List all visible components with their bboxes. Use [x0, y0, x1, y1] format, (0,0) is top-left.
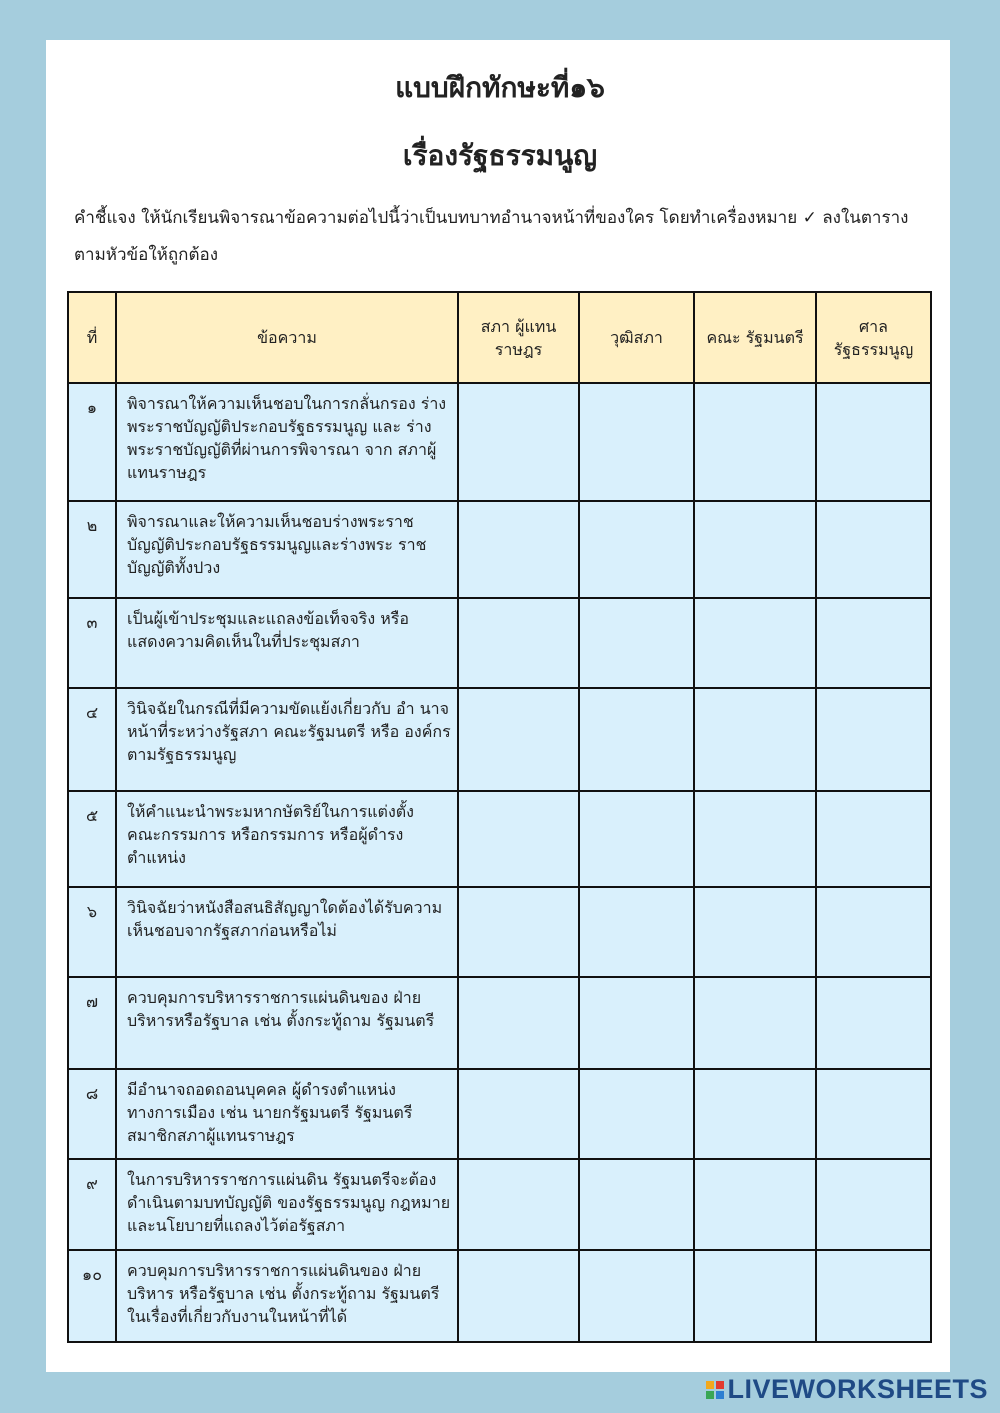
- row-statement: พิจารณาให้ความเห็นชอบในการกลั่นกรอง ร่างพระราชบัญญัติประกอบรัฐธรรมนูญ และ ร่างพระราชบัญญัติที่ผ่านการพิจารณา จาก สภาผู้แทนราษฎร: [116, 383, 458, 501]
- check-cell-senate[interactable]: [579, 688, 694, 791]
- table-row: [68, 887, 931, 977]
- row-statement: ควบคุมการบริหารราชการแผ่นดินของ ฝ่าย บริหาร หรือรัฐบาล เช่น ตั้งกระทู้ถาม รัฐมนตรีในเรื่องที่เกี่ยวกับงานในหน้าที่ได้: [116, 1250, 458, 1342]
- check-cell-cabinet[interactable]: [694, 887, 816, 977]
- check-cell-constitutional-court[interactable]: [816, 501, 931, 598]
- row-statement: เป็นผู้เข้าประชุมและแถลงข้อเท็จจริง หรือ แสดงความคิดเห็นในที่ประชุมสภา: [116, 598, 458, 688]
- header-cabinet: คณะ รัฐมนตรี: [694, 292, 816, 383]
- table-row: [68, 688, 931, 791]
- logo-square: [716, 1381, 724, 1389]
- check-cell-senate[interactable]: [579, 383, 694, 501]
- check-cell-house-of-representatives[interactable]: [458, 791, 579, 887]
- row-number: ๖: [68, 887, 116, 977]
- check-cell-cabinet[interactable]: [694, 977, 816, 1069]
- check-cell-senate[interactable]: [579, 977, 694, 1069]
- worksheet-page: [46, 40, 950, 1372]
- check-cell-senate[interactable]: [579, 598, 694, 688]
- header-statement: ข้อความ: [116, 292, 458, 383]
- table-row: [68, 791, 931, 887]
- check-cell-senate[interactable]: [579, 501, 694, 598]
- logo-text: LIVEWORKSHEETS: [727, 1374, 988, 1404]
- check-cell-house-of-representatives[interactable]: [458, 688, 579, 791]
- header-constitutional-court: ศาล รัฐธรรมนูญ: [816, 292, 931, 383]
- check-cell-constitutional-court[interactable]: [816, 791, 931, 887]
- row-number: ๘: [68, 1069, 116, 1159]
- check-cell-cabinet[interactable]: [694, 383, 816, 501]
- check-cell-constitutional-court[interactable]: [816, 383, 931, 501]
- check-cell-house-of-representatives[interactable]: [458, 1069, 579, 1159]
- table-row: [68, 598, 931, 688]
- check-cell-constitutional-court[interactable]: [816, 1069, 931, 1159]
- row-statement: วินิจฉัยในกรณีที่มีความขัดแย้งเกี่ยวกับ อำ นาจหน้าที่ระหว่างรัฐสภา คณะรัฐมนตรี หรือ องค์กรตามรัฐธรรมนูญ: [116, 688, 458, 791]
- check-cell-constitutional-court[interactable]: [816, 977, 931, 1069]
- check-cell-constitutional-court[interactable]: [816, 887, 931, 977]
- table-row: [68, 1159, 931, 1250]
- row-statement: ให้คำแนะนำพระมหากษัตริย์ในการแต่งตั้ง คณะกรรมการ หรือกรรมการ หรือผู้ดำรง ตำแหน่ง: [116, 791, 458, 887]
- header-house-of-representatives: สภา ผู้แทนราษฎร: [458, 292, 579, 383]
- check-cell-senate[interactable]: [579, 1159, 694, 1250]
- check-cell-house-of-representatives[interactable]: [458, 501, 579, 598]
- row-number: ๑๐: [68, 1250, 116, 1342]
- check-cell-constitutional-court[interactable]: [816, 1250, 931, 1342]
- header-no: ที่: [68, 292, 116, 383]
- check-cell-senate[interactable]: [579, 1069, 694, 1159]
- row-number: ๑: [68, 383, 116, 501]
- check-cell-cabinet[interactable]: [694, 501, 816, 598]
- row-number: ๙: [68, 1159, 116, 1250]
- logo-icon: [706, 1381, 724, 1399]
- check-cell-house-of-representatives[interactable]: [458, 383, 579, 501]
- row-number: ๕: [68, 791, 116, 887]
- logo-square: [706, 1391, 714, 1399]
- check-cell-constitutional-court[interactable]: [816, 1159, 931, 1250]
- check-cell-cabinet[interactable]: [694, 791, 816, 887]
- row-statement: ควบคุมการบริหารราชการแผ่นดินของ ฝ่าย บริหารหรือรัฐบาล เช่น ตั้งกระทู้ถาม รัฐมนตรี: [116, 977, 458, 1069]
- check-cell-cabinet[interactable]: [694, 598, 816, 688]
- check-cell-house-of-representatives[interactable]: [458, 887, 579, 977]
- check-cell-senate[interactable]: [579, 887, 694, 977]
- check-cell-cabinet[interactable]: [694, 688, 816, 791]
- table-header-row: [68, 292, 931, 383]
- logo-square: [706, 1381, 714, 1389]
- row-statement: ในการบริหารราชการแผ่นดิน รัฐมนตรีจะต้อง ดำเนินตามบทบัญญัติ ของรัฐธรรมนูญ กฎหมายและนโยบายที่แถลงไว้ต่อรัฐสภา: [116, 1159, 458, 1250]
- table-row: [68, 977, 931, 1069]
- check-cell-constitutional-court[interactable]: [816, 688, 931, 791]
- row-statement: วินิจฉัยว่าหนังสือสนธิสัญญาใดต้องได้รับความ เห็นชอบจากรัฐสภาก่อนหรือไม่: [116, 887, 458, 977]
- logo-square: [716, 1391, 724, 1399]
- liveworksheets-logo: [706, 1374, 988, 1405]
- row-statement: พิจารณาและให้ความเห็นชอบร่างพระราช บัญญัติประกอบรัฐธรรมนูญและร่างพระ ราช บัญญัติทั้งปวง: [116, 501, 458, 598]
- check-cell-senate[interactable]: [579, 791, 694, 887]
- check-cell-house-of-representatives[interactable]: [458, 598, 579, 688]
- check-cell-house-of-representatives[interactable]: [458, 977, 579, 1069]
- page-subtitle: เรื่องรัฐธรรมนูญ: [402, 139, 598, 172]
- check-cell-senate[interactable]: [579, 1250, 694, 1342]
- check-cell-cabinet[interactable]: [694, 1069, 816, 1159]
- row-number: ๗: [68, 977, 116, 1069]
- header-senate: วุฒิสภา: [579, 292, 694, 383]
- check-cell-constitutional-court[interactable]: [816, 598, 931, 688]
- row-statement: มีอำนาจถอดถอนบุคคล ผู้ดำรงตำแหน่ง ทางการเมือง เช่น นายกรัฐมนตรี รัฐมนตรี สมาชิกสภาผู้แทนราษฎร: [116, 1069, 458, 1159]
- instructions: คำชี้แจง ให้นักเรียนพิจารณาข้อความต่อไปนี้ว่าเป็นบทบาทอำนาจหน้าที่ของใคร โดยทำเครื่องหมาย ✓ ลงในตารางตามหัวข้อให้ถูกต้อง: [74, 208, 909, 265]
- table-row: [68, 1250, 931, 1342]
- check-cell-house-of-representatives[interactable]: [458, 1250, 579, 1342]
- check-cell-cabinet[interactable]: [694, 1159, 816, 1250]
- check-cell-cabinet[interactable]: [694, 1250, 816, 1342]
- table-row: [68, 501, 931, 598]
- row-number: ๔: [68, 688, 116, 791]
- row-number: ๒: [68, 501, 116, 598]
- page-title: แบบฝึกทักษะที่๑๖: [395, 71, 605, 104]
- row-number: ๓: [68, 598, 116, 688]
- check-cell-house-of-representatives[interactable]: [458, 1159, 579, 1250]
- answer-table: [67, 291, 932, 1343]
- table-row: [68, 383, 931, 501]
- table-row: [68, 1069, 931, 1159]
